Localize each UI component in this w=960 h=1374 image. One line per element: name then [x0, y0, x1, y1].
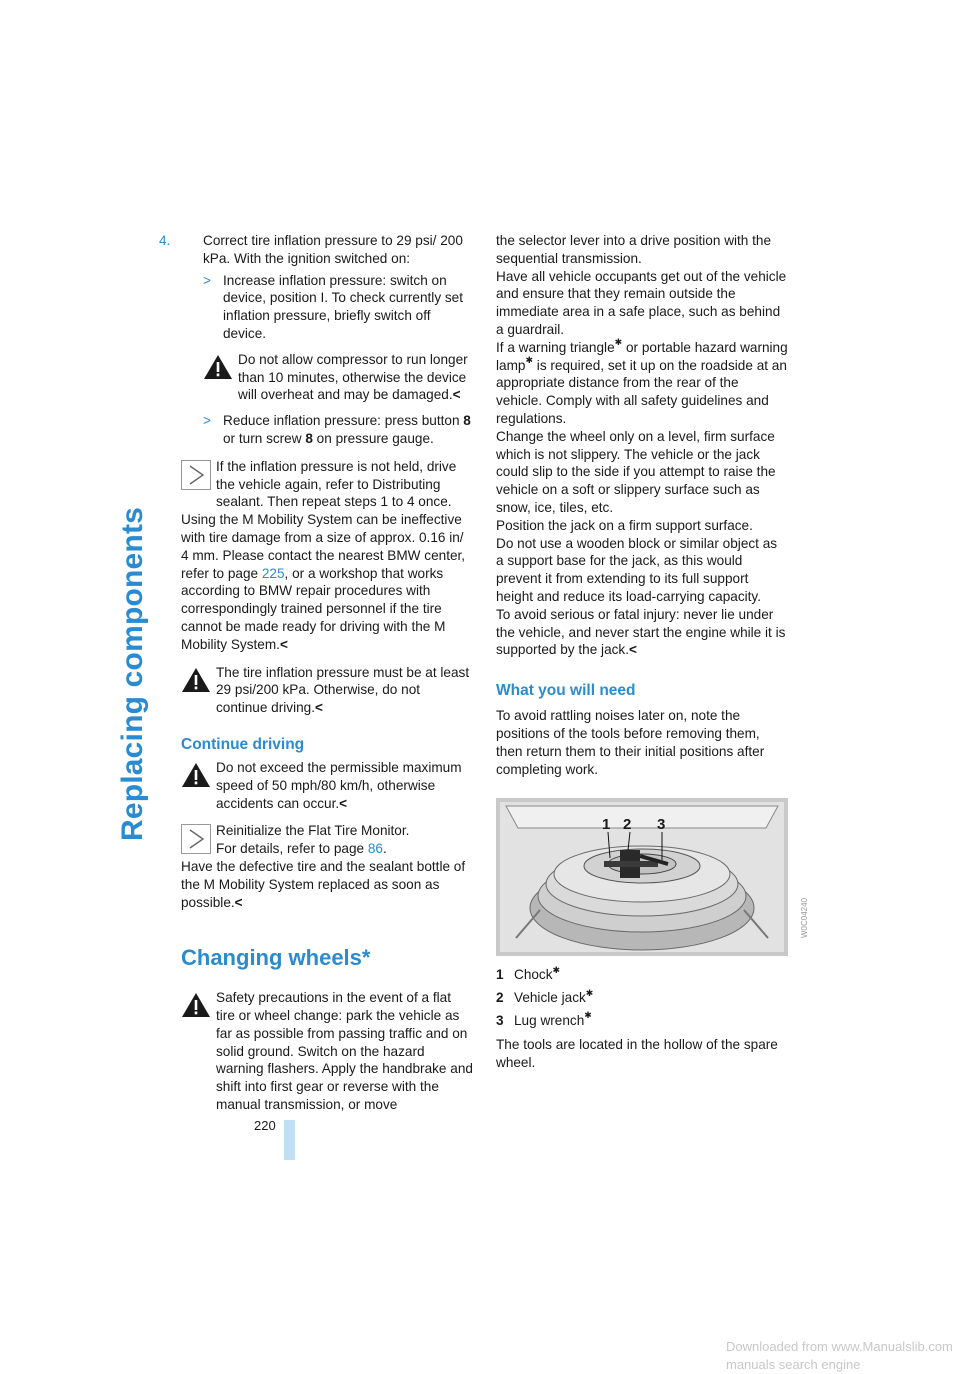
section-title: Replacing components [116, 506, 150, 842]
warning-compressor: Do not allow compressor to run longer than 10 minutes, otherwise the device will overheat and may be damaged.< [203, 351, 473, 404]
figure-label-1: 1 [602, 816, 611, 834]
para-jack-position: Position the jack on a firm support surface. [496, 517, 753, 533]
para-injury: To avoid serious or fatal injury: never lie under the vehicle, and never start the engine while it is supported by the jack.< [496, 606, 786, 658]
page-link-86[interactable]: 86 [367, 841, 383, 857]
page-number: 220 [254, 1118, 276, 1133]
figure-label-3: 3 [657, 816, 666, 834]
para-wooden-block: Do not use a wooden block or similar object as a support base for the jack, as this would prevent it from extending to its full support height and reduce its load-carrying capacity. [496, 535, 778, 604]
para-warning-triangle: If a warning triangle✱ or portable hazard warning lamp✱ is required, set it up on the roadside at an appropriate distance from the rear of the vehicle. Comply with all safety guidelines and regulations. [496, 337, 788, 426]
list-item: 2 Vehicle jack✱ [496, 987, 594, 1006]
warning-max-speed: Do not exceed the permissible maximum speed of 50 mph/80 km/h, otherwise accidents can occur.< [181, 759, 473, 812]
continue-driving-heading: Continue driving [181, 735, 305, 753]
warning-triangle-icon [202, 353, 234, 381]
changing-wheels-heading: Changing wheels* [181, 945, 371, 971]
step-4: 4. Correct tire inflation pressure to 29 psi/ 200 kPa. With the ignition switched on: [159, 233, 463, 266]
para-selector-lever: the selector lever into a drive position with the sequential transmission. [496, 233, 772, 266]
left-column [159, 232, 473, 1114]
para-level-surface: Change the wheel only on a level, firm surface which is not slippery. The vehicle or the jack could slip to the side if you attempt to raise the vehicle on a soft or slippery surface such as snow, ice, tiles, etc. [496, 428, 776, 515]
note-arrow-icon [181, 460, 211, 490]
note-inflation: If the inflation pressure is not held, drive the vehicle again, refer to Distributing sealant. Then repeat steps 1 to 4 once. Using the M Mobility System can be ineffective with tire damage from a size of approx. 0.16 in/ 4 mm. Please contact the nearest BMW center, refer to page 225, or a workshop that works according to BMW repair procedures with correspondingly trained personnel if the tire cannot be made ready for driving with the M Mobility System.< [181, 458, 466, 652]
warning-min-pressure: The tire inflation pressure must be at least 29 psi/200 kPa. Otherwise, do not continue driving.< [181, 664, 473, 717]
bullet-reduce: > Reduce inflation pressure: press button 8 or turn screw 8 on pressure gauge. [203, 413, 471, 446]
para-tools-location: The tools are located in the hollow of the spare wheel. [496, 1036, 778, 1070]
spare-wheel-photo [496, 798, 788, 956]
warning-triangle-icon [180, 666, 212, 694]
warning-triangle-icon [180, 761, 212, 789]
warning-triangle-icon [180, 991, 212, 1019]
tool-list [496, 966, 788, 1029]
figure-code: W0C04240 [800, 898, 809, 939]
right-column [496, 232, 809, 1071]
bullet-increase: > Increase inflation pressure: switch on device, position I. To check currently set inflation pressure, briefly switch off device. [203, 272, 464, 341]
page-tab-marker [284, 1120, 295, 1160]
list-item: 3 Lug wrench✱ [496, 1010, 592, 1028]
warning-safety-precautions: Safety precautions in the event of a flat tire or wheel change: park the vehicle as far as possible from passing traffic and on solid ground. Switch on the hazard warning flashers. Apply the handbrake and shift into first gear or reverse with the manual transmission, or move [181, 989, 473, 1114]
note-flat-tire-monitor: Reinitialize the Flat Tire Monitor. For details, refer to page 86. Have the defective tire and the sealant bottle of the M Mobility System replaced as soon as possible.< [181, 823, 466, 910]
footer-watermark: Downloaded from www.Manualslib.com manuals search engine [726, 1339, 953, 1372]
list-item: 1 Chock✱ [496, 964, 561, 983]
spare-wheel-figure [496, 798, 809, 956]
para-occupants: Have all vehicle occupants get out of the vehicle and ensure that they remain outside the immediate area in a safe place, such as behind a guardrail. [496, 268, 787, 337]
para-rattling: To avoid rattling noises later on, note the positions of the tools before removing them, then return them to their initial positions after completing work. [496, 708, 765, 777]
figure-label-2: 2 [623, 816, 632, 834]
what-you-need-heading: What you will need [496, 682, 636, 700]
note-arrow-icon [181, 824, 211, 854]
page-link-225[interactable]: 225 [261, 565, 285, 581]
